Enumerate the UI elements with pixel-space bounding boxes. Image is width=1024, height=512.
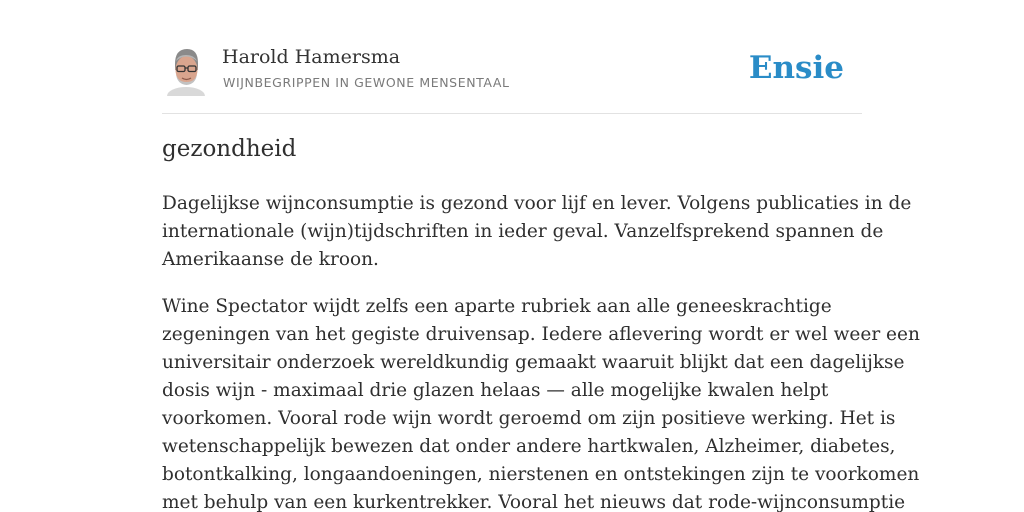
text-line: Amerikaanse de kroon. [162,249,379,270]
article-body [162,190,920,512]
text-line: botontkalking, longaandoeningen, nierstenen en ontstekingen zijn te voorkomen [162,464,920,485]
text-line: dosis wijn - maximaal drie glazen helaas — alle mogelijke kwalen helpt [162,380,829,401]
author-subtitle: WIJNBEGRIPPEN IN GEWONE MENSENTAAL [223,75,510,90]
text-line: met behulp van een kurkentrekker. Vooral het nieuws dat rode-wijnconsumptie [162,492,906,512]
text-line: Dagelijkse wijnconsumptie is gezond voor lijf en lever. Volgens publicaties in de [162,193,912,214]
text-line: Wine Spectator wijdt zelfs een aparte rubriek aan alle geneeskrachtige [162,296,832,317]
text-line: universitair onderzoek wereldkundig gemaakt waaruit blijkt dat een dagelijkse [162,352,905,373]
ensie-logo-link[interactable]: Ensie [748,50,844,86]
author-header [162,40,862,114]
text-line: voorkomen. Vooral rode wijn wordt geroemd om zijn positieve werking. Het is [162,408,896,429]
text-line: zegeningen van het gegiste druivensap. Iedere aflevering wordt er wel weer een [162,324,920,345]
article-paragraph-2 [162,293,920,512]
article-paragraph-1 [162,190,912,274]
author-portrait-icon[interactable] [164,46,208,96]
page-title: gezondheid [162,136,297,162]
author-name[interactable]: Harold Hamersma [222,46,401,68]
text-line: internationale (wijn)tijdschriften in ieder geval. Vanzelfsprekend spannen de [162,221,884,242]
text-line: wetenschappelijk bewezen dat onder andere hartkwalen, Alzheimer, diabetes, [162,436,896,457]
